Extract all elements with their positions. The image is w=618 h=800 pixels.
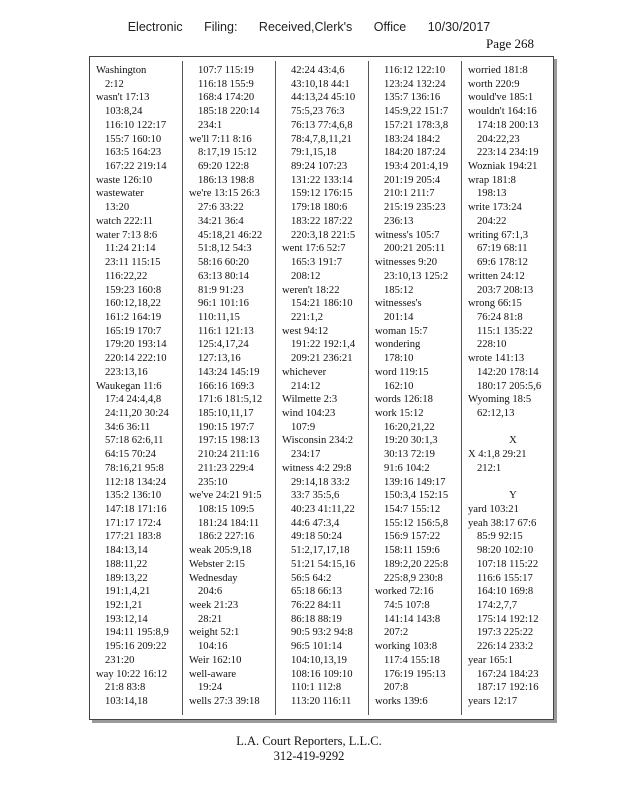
index-locator-line: 154:21 186:10 [291, 298, 353, 310]
index-entry-term: would've 185:1 [468, 92, 534, 104]
index-locator-line: 123:24 132:24 [384, 78, 446, 90]
index-locator-line: 98:20 102:10 [477, 545, 534, 557]
index-entry-term: wastewater [96, 188, 144, 200]
index-locator-line: 107:7 115:19 [198, 65, 254, 76]
index-locator-line: 214:12 [291, 380, 321, 392]
index-locator-line: 221:1,2 [291, 311, 324, 323]
index-locator-line: 201:19 205:4 [384, 174, 441, 186]
index-entry-term: west 94:12 [282, 325, 329, 337]
index-entry-term: Webster 2:15 [189, 558, 245, 570]
index-locator-line: 223:13,16 [105, 366, 148, 378]
index-entry-term: water 7:13 8:6 [96, 229, 158, 241]
index-locator-line: 203:7 208:13 [477, 284, 534, 296]
index-locator-line: 2:12 [105, 78, 124, 90]
index-locator-line: 85:9 92:15 [477, 531, 523, 543]
index-entry-term: year 165:1 [468, 654, 514, 666]
index-locator-line: 78:16,21 95:8 [105, 462, 164, 474]
index-locator-line: 90:5 93:2 94:8 [291, 627, 353, 639]
index-entry-term: we're 13:15 26:3 [189, 188, 260, 200]
index-locator-line: 45:18,21 46:22 [198, 229, 263, 241]
index-column-3 [282, 64, 372, 709]
index-locator-line: 186:13 198:8 [198, 174, 255, 186]
index-locator-line: 89:24 107:23 [291, 161, 348, 173]
index-locator-line: 115:1 135:22 [477, 325, 533, 337]
index-locator-line: 174:2,7,7 [477, 600, 518, 612]
index-entry-term: wrap 181:8 [468, 174, 516, 186]
index-locator-line: 117:4 155:18 [384, 654, 440, 666]
index-locator-line: 96:5 101:14 [291, 641, 342, 653]
index-entry-term: wasn't 17:13 [96, 92, 150, 104]
index-locator-line: 176:19 195:13 [384, 668, 446, 680]
word-index-box [89, 56, 554, 720]
index-entry-term: weight 52:1 [189, 627, 240, 639]
index-locator-line: 23:10,13 125:2 [384, 270, 449, 282]
index-locator-line: 44:6 47:3,4 [291, 517, 340, 529]
header-filing: Filing: [204, 20, 238, 34]
section-letter: X [509, 435, 517, 447]
index-locator-line: 212:1 [477, 462, 502, 474]
index-entry-term: waste 126:10 [96, 174, 153, 186]
index-entry-term: wrote 141:13 [468, 353, 525, 365]
index-locator-line: 112:18 134:24 [105, 476, 167, 488]
index-entry-term: week 21:23 [189, 600, 239, 612]
index-locator-line: 110:1 112:8 [291, 682, 342, 694]
index-entry-term: witness 4:2 29:8 [282, 462, 352, 474]
index-locator-line: 57:18 62:6,11 [105, 435, 164, 447]
index-entry-term: wells 27:3 39:18 [189, 696, 260, 708]
column-divider [275, 61, 276, 715]
index-entry-term: Wednesday [189, 572, 238, 584]
index-locator-line: 184:20 187:24 [384, 147, 446, 159]
index-locator-line: 17:4 24:4,4,8 [105, 394, 162, 406]
index-locator-line: 210:24 211:16 [198, 449, 260, 461]
column-divider [461, 61, 462, 715]
index-entry-term: X 4:1,8 29:21 [468, 449, 527, 461]
index-locator-line: 69:20 122:8 [198, 161, 249, 173]
index-entry-term: whichever [282, 366, 327, 378]
index-locator-line: 8:17,19 15:12 [198, 147, 257, 159]
header-date: 10/30/2017 [427, 20, 491, 34]
index-locator-line: 63:13 80:14 [198, 270, 249, 282]
index-locator-line: 69:6 178:12 [477, 257, 528, 269]
index-locator-line: 184:13,14 [105, 545, 148, 557]
index-locator-line: 223:14 234:19 [477, 147, 539, 159]
index-locator-line: 104:10,13,19 [291, 654, 347, 666]
index-locator-line: 104:16 [198, 641, 228, 653]
index-locator-line: 145:9,22 151:7 [384, 106, 449, 118]
index-entry-term: way 10:22 16:12 [96, 668, 168, 680]
index-entry-term: Wisconsin 234:2 [282, 435, 354, 447]
index-locator-line: 183:22 187:22 [291, 215, 353, 227]
index-locator-line: 81:9 91:23 [198, 284, 244, 296]
index-locator-line: 135:7 136:16 [384, 92, 441, 104]
index-locator-line: 23:11 115:15 [105, 257, 161, 269]
index-locator-line: 174:18 200:13 [477, 119, 539, 131]
index-locator-line: 108:15 109:5 [198, 504, 255, 515]
index-locator-line: 40:23 41:11,22 [291, 504, 355, 515]
index-locator-line: 194:11 195:8,9 [105, 627, 169, 639]
index-entry-term: watch 222:11 [96, 215, 153, 227]
index-locator-line: 11:24 21:14 [105, 243, 156, 255]
index-locator-line: 30:13 72:19 [384, 449, 435, 461]
index-entry-term: witness's 105:7 [375, 229, 440, 241]
index-locator-line: 204:22,23 [477, 133, 520, 145]
index-locator-line: 166:16 169:3 [198, 380, 255, 392]
index-entry-term: wind 104:23 [282, 407, 336, 419]
index-locator-line: 139:16 149:17 [384, 476, 446, 488]
header-received: Received,Clerk's [258, 20, 353, 34]
index-locator-line: 234:17 [291, 449, 321, 461]
index-locator-line: 75:5,23 76:3 [291, 106, 345, 118]
index-locator-line: 220:3,18 221:5 [291, 229, 356, 241]
index-locator-line: 33:7 35:5,6 [291, 490, 340, 502]
index-locator-line: 159:12 176:15 [291, 188, 353, 200]
index-locator-line: 156:9 157:22 [384, 531, 441, 543]
index-locator-line: 187:17 192:16 [477, 682, 539, 694]
index-locator-line: 177:21 183:8 [105, 531, 162, 543]
index-locator-line: 185:12 [384, 284, 414, 296]
index-column-4 [375, 64, 465, 709]
index-locator-line: 116:10 122:17 [105, 119, 167, 131]
index-locator-line: 34:6 36:11 [105, 421, 151, 433]
index-entry-term: works 139:6 [375, 696, 428, 708]
index-entry-term: word 119:15 [375, 366, 429, 378]
index-locator-line: 181:24 184:11 [198, 517, 260, 529]
index-locator-line: 24:11,20 30:24 [105, 407, 169, 419]
index-entry-term: woman 15:7 [375, 325, 428, 337]
index-locator-line: 197:15 198:13 [198, 435, 260, 447]
index-locator-line: 191:1,4,21 [105, 586, 151, 598]
index-locator-line: 204:6 [198, 586, 223, 598]
index-entry-term: we've 24:21 91:5 [189, 490, 262, 502]
index-locator-line: 225:8,9 230:8 [384, 572, 443, 584]
index-locator-line: 76:22 84:11 [291, 600, 342, 612]
index-entry-term: worth 220:9 [468, 78, 520, 90]
index-locator-line: 51:8,12 54:3 [198, 243, 252, 255]
index-locator-line: 86:18 88:19 [291, 613, 342, 625]
index-entry-term: working 103:8 [375, 641, 438, 653]
index-column-2 [189, 64, 279, 709]
index-entry-term: worried 181:8 [468, 65, 528, 76]
index-locator-line: 180:17 205:5,6 [477, 380, 542, 392]
index-locator-line: 167:24 184:23 [477, 668, 539, 680]
blank-line [468, 421, 558, 435]
index-entry-term: work 15:12 [375, 407, 424, 419]
index-locator-line: 103:14,18 [105, 696, 148, 708]
index-locator-line: 107:9 [291, 421, 316, 433]
filing-header [0, 20, 618, 34]
index-entry-term: yeah 38:17 67:6 [468, 517, 537, 529]
index-locator-line: 220:14 222:10 [105, 353, 167, 365]
index-locator-line: 67:19 68:11 [477, 243, 528, 255]
index-entry-term: Wozniak 194:21 [468, 161, 538, 173]
index-locator-line: 49:18 50:24 [291, 531, 342, 543]
index-locator-line: 131:22 133:14 [291, 174, 353, 186]
index-locator-line: 51:2,17,17,18 [291, 545, 350, 557]
index-locator-line: 27:6 33:22 [198, 202, 244, 214]
index-locator-line: 207:8 [384, 682, 409, 694]
index-entry-term: well-aware [189, 668, 237, 680]
index-locator-line: 209:21 236:21 [291, 353, 353, 365]
index-locator-line: 168:4 174:20 [198, 92, 255, 104]
index-locator-line: 157:21 178:3,8 [384, 119, 449, 131]
index-locator-line: 201:14 [384, 311, 414, 323]
header-office: Office [373, 20, 407, 34]
index-locator-line: 179:20 193:14 [105, 339, 167, 351]
index-locator-line: 142:20 178:14 [477, 366, 539, 378]
index-entry-term: write 173:24 [468, 202, 522, 214]
index-locator-line: 186:2 227:16 [198, 531, 255, 543]
index-locator-line: 164:10 169:8 [477, 586, 534, 598]
index-locator-line: 236:13 [384, 215, 414, 227]
index-locator-line: 42:24 43:4,6 [291, 65, 345, 76]
index-locator-line: 43:10,18 44:1 [291, 78, 350, 90]
index-locator-line: 183:24 184:2 [384, 133, 441, 145]
index-entry-term: years 12:17 [468, 696, 518, 708]
index-entry-term: Wilmette 2:3 [282, 394, 338, 406]
index-locator-line: 16:20,21,22 [384, 421, 435, 433]
index-locator-line: 147:18 171:16 [105, 504, 167, 515]
index-entry-term: Washington [96, 65, 147, 76]
page-number: Page 268 [486, 36, 535, 51]
index-locator-line: 161:2 164:19 [105, 311, 162, 323]
index-locator-line: 175:14 192:12 [477, 613, 539, 625]
index-locator-line: 143:24 145:19 [198, 366, 260, 378]
index-locator-line: 116:12 122:10 [384, 65, 446, 76]
index-locator-line: 215:19 235:23 [384, 202, 446, 214]
index-locator-line: 96:1 101:16 [198, 298, 249, 310]
index-entry-term: written 24:12 [468, 270, 525, 282]
index-entry-term: weak 205:9,18 [189, 545, 252, 557]
index-locator-line: 103:8,24 [105, 106, 143, 118]
index-locator-line: 171:17 172:4 [105, 517, 162, 529]
index-entry-term: yard 103:21 [468, 504, 519, 515]
index-locator-line: 190:15 197:7 [198, 421, 255, 433]
index-locator-line: 13:20 [105, 202, 130, 214]
index-locator-line: 62:12,13 [477, 407, 515, 419]
index-locator-line: 28:21 [198, 613, 223, 625]
index-locator-line: 64:15 70:24 [105, 449, 156, 461]
header-electronic: Electronic [127, 20, 183, 34]
index-locator-line: 171:6 181:5,12 [198, 394, 263, 406]
index-locator-line: 127:13,16 [198, 353, 241, 365]
index-entry-term: Wyoming 18:5 [468, 394, 532, 406]
index-locator-line: 113:20 116:11 [291, 696, 352, 708]
index-locator-line: 208:12 [291, 270, 321, 282]
index-entry-term: wouldn't 164:16 [468, 106, 537, 118]
index-locator-line: 193:4 201:4,19 [384, 161, 449, 173]
index-locator-line: 56:5 64:2 [291, 572, 332, 584]
index-locator-line: 44:13,24 45:10 [291, 92, 356, 104]
index-locator-line: 155:12 156:5,8 [384, 517, 449, 529]
index-locator-line: 226:14 233:2 [477, 641, 534, 653]
index-locator-line: 110:11,15 [198, 311, 240, 323]
index-locator-line: 51:21 54:15,16 [291, 558, 356, 570]
index-locator-line: 108:16 109:10 [291, 668, 353, 680]
index-locator-line: 193:12,14 [105, 613, 148, 625]
index-entry-term: weren't 18:22 [282, 284, 340, 296]
index-locator-line: 107:18 115:22 [477, 558, 539, 570]
index-entry-term: witnesses 9:20 [375, 257, 438, 269]
index-locator-line: 167:22 219:14 [105, 161, 167, 173]
column-divider [182, 61, 183, 715]
index-entry-term: wrong 66:15 [468, 298, 522, 310]
index-locator-line: 116:22,22 [105, 270, 148, 282]
column-divider [368, 61, 369, 715]
index-column-5 [468, 64, 558, 709]
index-locator-line: 185:18 220:14 [198, 106, 260, 118]
index-locator-line: 74:5 107:8 [384, 600, 430, 612]
footer-phone: 312-419-9292 [273, 749, 345, 763]
index-locator-line: 189:2,20 225:8 [384, 558, 449, 570]
index-locator-line: 204:22 [477, 215, 507, 227]
index-locator-line: 158:11 159:6 [384, 545, 440, 557]
index-locator-line: 58:16 60:20 [198, 257, 249, 269]
index-locator-line: 235:10 [198, 476, 228, 488]
index-entry-term: words 126:18 [375, 394, 433, 406]
index-locator-line: 207:2 [384, 627, 409, 639]
section-letter: Y [509, 490, 517, 502]
index-locator-line: 79:1,15,18 [291, 147, 337, 159]
index-locator-line: 21:8 83:8 [105, 682, 146, 694]
index-locator-line: 210:1 211:7 [384, 188, 435, 200]
index-locator-line: 192:1,21 [105, 600, 143, 612]
index-locator-line: 159:23 160:8 [105, 284, 162, 296]
index-locator-line: 141:14 143:8 [384, 613, 441, 625]
index-locator-line: 160:12,18,22 [105, 298, 161, 310]
index-locator-line: 228:10 [477, 339, 507, 351]
index-locator-line: 185:10,11,17 [198, 407, 254, 419]
index-entry-term: Weir 162:10 [189, 654, 242, 666]
index-locator-line: 19:20 30:1,3 [384, 435, 438, 447]
index-locator-line: 195:16 209:22 [105, 641, 167, 653]
index-locator-line: 211:23 229:4 [198, 462, 254, 474]
index-locator-line: 165:3 191:7 [291, 257, 342, 269]
index-locator-line: 197:3 225:22 [477, 627, 534, 639]
index-locator-line: 155:7 160:10 [105, 133, 162, 145]
index-entry-term: we'll 7:11 8:16 [189, 133, 252, 145]
index-locator-line: 200:21 205:11 [384, 243, 446, 255]
index-locator-line: 125:4,17,24 [198, 339, 249, 351]
index-locator-line: 34:21 36:4 [198, 215, 244, 227]
index-locator-line: 76:13 77:4,6,8 [291, 119, 353, 131]
index-locator-line: 165:19 170:7 [105, 325, 162, 337]
footer-firm-name: L.A. Court Reporters, L.L.C. [236, 734, 382, 748]
index-locator-line: 116:18 155:9 [198, 78, 254, 90]
index-locator-line: 135:2 136:10 [105, 490, 162, 502]
index-locator-line: 154:7 155:12 [384, 504, 441, 515]
index-locator-line: 91:6 104:2 [384, 462, 430, 474]
index-locator-line: 191:22 192:1,4 [291, 339, 356, 351]
index-locator-line: 116:6 155:17 [477, 572, 533, 584]
index-locator-line: 29:14,18 33:2 [291, 476, 350, 488]
index-locator-line: 162:10 [384, 380, 414, 392]
index-locator-line: 163:5 164:23 [105, 147, 162, 159]
blank-line [468, 476, 558, 490]
index-column-1 [96, 64, 186, 709]
index-entry-term: went 17:6 52:7 [282, 243, 346, 255]
index-entry-term: wondering [375, 339, 421, 351]
index-locator-line: 234:1 [198, 119, 223, 131]
index-locator-line: 178:10 [384, 353, 414, 365]
index-entry-term: witnesses's [375, 298, 422, 310]
index-locator-line: 78:4,7,8,11,21 [291, 133, 352, 145]
index-locator-line: 231:20 [105, 654, 135, 666]
index-locator-line: 65:18 66:13 [291, 586, 342, 598]
index-locator-line: 76:24 81:8 [477, 311, 523, 323]
index-entry-term: writing 67:1,3 [468, 229, 529, 241]
index-locator-line: 179:18 180:6 [291, 202, 348, 214]
index-entry-term: Waukegan 11:6 [96, 380, 162, 392]
index-locator-line: 198:13 [477, 188, 507, 200]
index-locator-line: 150:3,4 152:15 [384, 490, 449, 502]
index-entry-term: worked 72:16 [375, 586, 434, 598]
index-locator-line: 116:1 121:13 [198, 325, 254, 337]
index-locator-line: 189:13,22 [105, 572, 148, 584]
index-locator-line: 19:24 [198, 682, 223, 694]
index-locator-line: 188:11,22 [105, 558, 148, 570]
